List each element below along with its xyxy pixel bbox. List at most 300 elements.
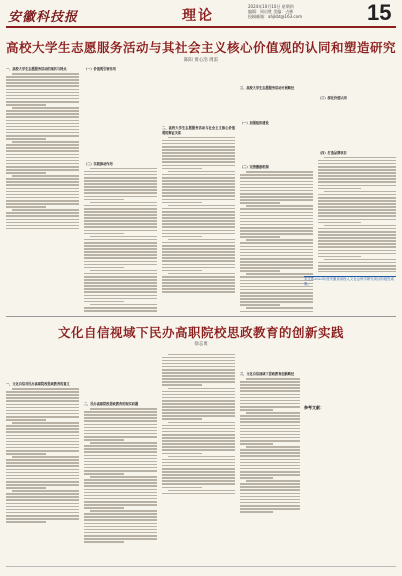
body-text-line (240, 468, 300, 470)
body-text-line (162, 360, 235, 362)
body-text-line (240, 431, 300, 433)
body-text-line (240, 471, 300, 473)
body-text-line (84, 529, 157, 531)
body-text-line (84, 424, 157, 426)
body-text-line (240, 249, 313, 251)
body-text-line (6, 447, 79, 449)
body-text-line (240, 215, 313, 217)
body-text-line (84, 436, 157, 438)
body-text-line (84, 251, 157, 253)
body-text-line (6, 178, 79, 180)
body-text-line (84, 196, 157, 198)
body-text-line (6, 487, 46, 489)
body-text-line (6, 181, 79, 183)
body-text-line (84, 276, 157, 278)
masthead-rule (6, 26, 396, 28)
page-number: 15 (367, 0, 392, 25)
body-text-line (162, 245, 235, 247)
body-text-line (240, 511, 273, 513)
body-text-line (84, 177, 157, 179)
article1-subhead: （二）完善激励机制 (240, 165, 269, 170)
body-text-line (162, 199, 235, 201)
body-text-line (84, 282, 157, 284)
body-text-line (162, 415, 235, 417)
body-text-line (12, 175, 79, 177)
body-text-line (162, 202, 202, 204)
body-text-line (84, 541, 124, 543)
body-text-line (6, 453, 46, 455)
body-text-line (6, 225, 79, 227)
body-text-line (84, 220, 157, 222)
body-text-line (240, 486, 300, 488)
body-text-line (162, 264, 235, 266)
body-text-line (6, 206, 46, 208)
body-text-line (240, 301, 313, 303)
body-text-line (168, 422, 235, 424)
body-text-line (240, 292, 313, 294)
article1-column-1 (6, 66, 79, 312)
body-text-line (84, 495, 157, 497)
body-text-line (84, 310, 157, 312)
body-text-line (84, 242, 157, 244)
body-text-line (12, 422, 79, 424)
body-text-line (240, 452, 300, 454)
body-text-line (246, 378, 300, 380)
body-text-line (162, 242, 235, 244)
body-text-line (162, 254, 235, 256)
body-text-line (84, 230, 157, 232)
body-text-line (162, 440, 235, 442)
article2-byline: 徐志勇 (194, 342, 208, 347)
body-text-line (168, 490, 235, 492)
body-text-line (12, 456, 79, 458)
body-text-line (6, 89, 79, 91)
body-text-line (90, 202, 157, 204)
body-text-line (162, 149, 235, 151)
body-text-line (84, 458, 157, 460)
body-text-line (318, 175, 396, 177)
body-text-line (318, 200, 396, 202)
body-text-line (162, 366, 235, 368)
body-text-line (6, 203, 79, 205)
body-text-line (162, 267, 235, 269)
body-text-line (162, 211, 235, 213)
body-text-line (6, 521, 46, 523)
body-text-line (162, 425, 235, 427)
body-text-line (240, 218, 313, 220)
body-text-line (84, 273, 157, 275)
body-text-line (90, 168, 157, 170)
body-text-line (318, 206, 396, 208)
body-text-line (162, 155, 235, 157)
body-text-line (240, 208, 313, 210)
body-text-line (6, 169, 79, 171)
body-text-line (240, 418, 300, 420)
body-text-line (162, 146, 235, 148)
body-text-line (162, 192, 235, 194)
section-title: 理论 (182, 8, 214, 24)
article1-column-3 (162, 66, 235, 312)
body-text-line (162, 391, 235, 393)
body-text-line (162, 183, 235, 185)
body-text-line (168, 456, 235, 458)
body-text-line (162, 357, 235, 359)
body-text-line (168, 354, 235, 356)
body-text-line (6, 518, 79, 520)
body-text-line (240, 474, 300, 476)
article1-subhead: （三）深化价值认同 (318, 96, 347, 100)
body-text-line (84, 535, 157, 537)
body-text-line (6, 391, 79, 393)
body-text-line (84, 254, 157, 256)
body-text-line (318, 172, 396, 174)
body-text-line (240, 455, 300, 457)
body-text-line (6, 438, 79, 440)
body-text-line (84, 211, 157, 213)
issue-editors: 编辑：周启胜 美编：占彬 (248, 9, 294, 14)
body-text-line (6, 104, 46, 106)
body-text-line (12, 141, 79, 143)
body-text-line (6, 484, 79, 486)
body-text-line (84, 439, 124, 441)
body-text-line (162, 180, 235, 182)
body-text-line (84, 492, 157, 494)
article1-subhead: （一）加强组织建设 (240, 120, 269, 125)
body-text-line (240, 409, 273, 411)
body-text-line (240, 202, 280, 204)
body-text-line (162, 251, 235, 253)
body-text-line (84, 285, 157, 287)
body-text-line (6, 200, 79, 202)
body-text-line (240, 421, 300, 423)
body-text-line (84, 464, 157, 466)
article1-column-5 (318, 66, 396, 272)
body-text-line (6, 410, 79, 412)
body-text-line (324, 191, 396, 193)
body-text-line (162, 369, 235, 371)
body-text-line (84, 461, 157, 463)
article2-subhead: 二、民办高职院校思政教育的现实问题 (84, 402, 139, 406)
body-text-line (84, 248, 157, 250)
body-text-line (162, 223, 235, 225)
body-text-line (6, 79, 79, 81)
body-text-line (84, 501, 157, 503)
body-text-line (240, 258, 313, 260)
body-text-line (240, 174, 313, 176)
body-text-line (162, 140, 235, 142)
body-text-line (318, 256, 361, 258)
references (304, 406, 396, 411)
body-text-line (6, 499, 79, 501)
article1-subhead: 三、高校大学生志愿服务活动开展路径 (240, 86, 295, 90)
body-text-line (162, 168, 202, 170)
body-text-line (6, 82, 79, 84)
body-text-line (6, 404, 79, 406)
body-text-line (90, 442, 157, 444)
body-text-line (6, 219, 79, 221)
body-text-line (162, 152, 235, 154)
article-divider (6, 316, 396, 317)
body-text-line (318, 234, 396, 236)
body-text-line (162, 446, 235, 448)
body-text-line (240, 246, 313, 248)
body-text-line (168, 205, 235, 207)
body-text-line (84, 217, 157, 219)
body-text-line (84, 233, 124, 235)
body-text-line (318, 237, 396, 239)
body-text-line (6, 98, 79, 100)
body-text-line (162, 406, 235, 408)
body-text-line (240, 221, 313, 223)
body-text-line (240, 499, 300, 501)
body-text-line (318, 178, 396, 180)
body-text-line (84, 192, 157, 194)
article1-subhead: （四）打造品牌项目 (318, 150, 347, 155)
body-text-line (162, 375, 235, 377)
body-text-line (162, 165, 235, 167)
body-text-line (6, 194, 79, 196)
body-text-line (6, 481, 79, 483)
body-text-line (84, 291, 157, 293)
article1-title: 高校大学生志愿服务活动与其社会主义核心价值观的认同和塑造研究 (6, 40, 397, 55)
body-text-line (84, 239, 157, 241)
body-text-line (240, 267, 313, 269)
body-text-line (6, 113, 79, 115)
body-text-line (84, 470, 157, 472)
body-text-line (240, 187, 313, 189)
body-text-line (6, 110, 79, 112)
body-text-line (318, 246, 396, 248)
body-text-line (318, 250, 396, 252)
body-text-line (6, 138, 46, 140)
body-text-line (168, 239, 235, 241)
funding-note: 本文系2023年度安徽省高校人文社会科学研究项目阶段性成果。 (304, 276, 396, 313)
body-text-line (84, 538, 157, 540)
body-text-line (162, 480, 235, 482)
body-text-line (6, 228, 79, 230)
body-text-line (162, 400, 235, 402)
body-text-line (240, 390, 300, 392)
body-text-line (12, 388, 79, 390)
body-text-line (6, 496, 79, 498)
body-text-line (162, 217, 235, 219)
body-text-line (12, 209, 79, 211)
body-text-line (162, 195, 235, 197)
body-text-line (6, 120, 79, 122)
issue-email: 投稿邮箱：ahjkbt@163.com (248, 14, 302, 19)
body-text-line (84, 267, 124, 269)
body-text-line (6, 85, 79, 87)
body-text-line (240, 295, 313, 297)
body-text-line (324, 225, 396, 227)
body-text-line (240, 255, 313, 257)
body-text-line (6, 413, 79, 415)
body-text-line (6, 475, 79, 477)
body-text-line (162, 257, 235, 259)
body-text-line (6, 184, 79, 186)
body-text-line (6, 166, 79, 168)
body-text-line (84, 448, 157, 450)
body-text-line (162, 186, 235, 188)
body-text-line (162, 471, 235, 473)
body-text-line (84, 189, 157, 191)
article2-subhead: 一、文化自信对民办高职院校思政教育的意义 (6, 382, 70, 386)
body-text-line (84, 186, 157, 188)
body-text-line (246, 446, 300, 448)
body-text-line (6, 469, 79, 471)
body-text-line (162, 214, 235, 216)
body-text-line (240, 184, 313, 186)
body-text-line (324, 157, 396, 159)
body-text-line (6, 416, 79, 418)
body-text-line (240, 196, 313, 198)
body-text-line (6, 400, 79, 402)
issue-info (248, 4, 302, 19)
body-text-line (84, 489, 157, 491)
body-text-line (162, 434, 235, 436)
body-text-line (162, 465, 235, 467)
body-text-line (162, 233, 235, 235)
body-text-line (84, 516, 157, 518)
body-text-line (6, 459, 79, 461)
body-text-line (168, 137, 235, 139)
body-text-line (240, 496, 300, 498)
body-text-line (90, 510, 157, 512)
body-text-line (162, 208, 235, 210)
body-text-line (240, 397, 300, 399)
body-text-line (6, 76, 79, 78)
body-text-line (162, 449, 235, 451)
body-text-line (240, 181, 313, 183)
body-text-line (6, 163, 79, 165)
body-text-line (240, 230, 313, 232)
body-text-line (162, 483, 235, 485)
body-text-line (240, 298, 313, 300)
body-text-line (318, 181, 396, 183)
body-text-line (318, 209, 396, 211)
body-text-line (318, 262, 396, 264)
body-text-line (240, 280, 313, 282)
body-text-line (240, 502, 300, 504)
body-text-line (84, 298, 157, 300)
body-text-line (6, 126, 79, 128)
body-text-line (162, 158, 235, 160)
body-text-line (162, 248, 235, 250)
body-text-line (162, 453, 202, 455)
body-text-line (84, 226, 157, 228)
body-text-line (6, 172, 46, 174)
references-title: 参考文献： (304, 405, 324, 410)
body-text-line (84, 199, 124, 201)
body-text-line (162, 291, 235, 293)
body-text-line (240, 400, 300, 402)
body-text-line (318, 222, 361, 224)
article1-subhead: 二、高校大学生志愿服务活动与社会主义核心价值观的辩证关系 (162, 126, 235, 135)
body-text-line (162, 493, 235, 495)
body-text-line (84, 223, 157, 225)
body-text-line (84, 301, 124, 303)
body-text-line (84, 526, 157, 528)
body-text-line (240, 493, 300, 495)
body-text-line (240, 190, 313, 192)
body-text-line (6, 188, 79, 190)
body-text-line (318, 253, 396, 255)
body-text-line (240, 387, 300, 389)
body-text-line (162, 143, 235, 145)
body-text-line (318, 188, 361, 190)
body-text-line (318, 240, 396, 242)
body-text-line (6, 147, 79, 149)
body-text-line (240, 483, 300, 485)
body-text-line (162, 397, 235, 399)
article2-column-1 (6, 352, 79, 564)
body-text-line (318, 231, 396, 233)
body-text-line (240, 276, 313, 278)
body-text-line (84, 180, 157, 182)
article1-subhead: （一）价值观引领作用 (84, 67, 116, 71)
article2-title: 文化自信视域下民办高职院校思政教育的创新实践 (57, 325, 344, 340)
body-text-line (240, 505, 300, 507)
body-text-line (84, 214, 157, 216)
body-text-line (6, 92, 79, 94)
body-text-line (84, 523, 157, 525)
body-text-line (240, 465, 300, 467)
article2-column-3 (162, 352, 235, 564)
body-text-line (240, 224, 313, 226)
body-text-line (162, 288, 235, 290)
body-text-line (162, 260, 235, 262)
body-text-line (84, 257, 157, 259)
body-text-line (240, 406, 300, 408)
body-text-line (318, 271, 396, 272)
body-text-line (162, 236, 202, 238)
body-text-line (6, 116, 79, 118)
body-text-line (84, 279, 157, 281)
body-text-line (162, 189, 235, 191)
body-text-line (84, 307, 157, 309)
body-text-line (162, 409, 235, 411)
body-text-line (84, 288, 157, 290)
body-text-line (162, 177, 235, 179)
body-text-line (6, 450, 79, 452)
body-text-line (162, 276, 235, 278)
body-text-line (6, 444, 79, 446)
body-text-line (162, 437, 235, 439)
page-bottom-rule (6, 566, 396, 567)
body-text-line (90, 304, 157, 306)
body-text-line (246, 307, 313, 309)
article1-subhead: 一、高校大学生志愿服务活动的现状与特点 (6, 67, 67, 71)
body-text-line (6, 493, 79, 495)
body-text-line (240, 242, 313, 244)
body-text-line (240, 443, 273, 445)
body-text-line (240, 489, 300, 491)
body-text-line (162, 161, 235, 163)
body-text-line (162, 174, 235, 176)
body-text-line (84, 504, 157, 506)
body-text-line (6, 465, 79, 467)
body-text-line (6, 419, 46, 421)
body-text-line (324, 259, 396, 261)
body-text-line (6, 425, 79, 427)
article1-column-2 (84, 66, 157, 312)
article2-column-2 (84, 352, 157, 564)
body-text-line (162, 443, 235, 445)
body-text-line (162, 220, 235, 222)
body-text-line (240, 425, 300, 427)
body-text-line (168, 273, 235, 275)
body-text-line (240, 199, 313, 201)
